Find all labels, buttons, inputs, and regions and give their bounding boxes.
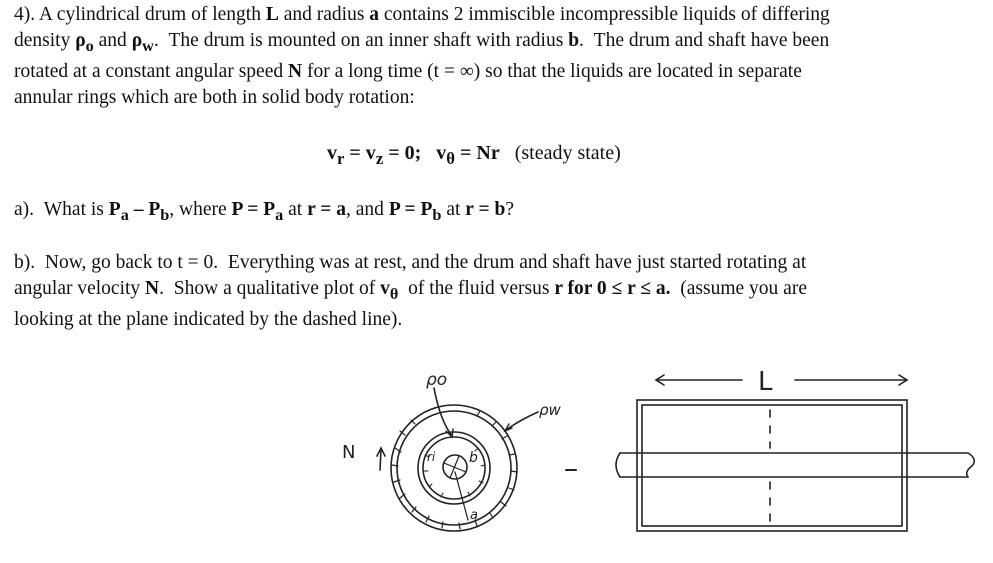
part-a-question: a). What is $P_a - P_b$, where $P = P_a$ at r = a, and $P = P_b$ at r = b?: [14, 199, 514, 224]
part-b-line-3: looking at the plane indicated by the dashed line).: [14, 308, 403, 330]
label-rho-o: ρo: [426, 370, 448, 390]
rotation-arrow: [380, 450, 381, 470]
part-b-line-1: b). Now, go back to t = 0. Everything was at rest, and the drum and shaft have just started rotating at: [14, 252, 807, 273]
intro-line-3: rotated at a constant angular speed N for a long time (t = ∞) so that the liquids are located in separate: [14, 60, 802, 82]
label-ri: ri: [427, 450, 436, 464]
shaft-right-break: [967, 453, 975, 477]
label-b: b: [469, 450, 478, 466]
rho-w-leader-arrow: [506, 412, 538, 430]
intro-line-2: density $\rho_o$ and $\rho_w$. The drum is mounted on an inner shaft with radius b. The drum and shaft have been: [14, 30, 830, 55]
intro-line-1: 4). A cylindrical drum of length L and radius a contains 2 immiscible incompressible liquids of differing: [14, 4, 830, 25]
drum-inner-rect: [642, 405, 902, 526]
side-view-diagram: [616, 375, 974, 531]
part-b-line-2: angular velocity N. Show a qualitative plot of $v_\theta$ of the fluid versus r for 0 ≤ r ≤ a. (assume you are: [14, 278, 807, 303]
label-L: L: [758, 367, 773, 397]
intro-line-4: annular rings which are both in solid body rotation:: [14, 86, 415, 108]
drum-outer-rect: [637, 400, 907, 531]
drum-wall-hatching: [392, 411, 517, 529]
label-a: a: [470, 508, 478, 523]
steady-state-equation: $v_r = v_z = 0$; $v_\theta = Nr$ (steady state): [327, 142, 621, 168]
shaft-left-end: [616, 453, 620, 477]
label-rho-w: ρw: [539, 401, 561, 419]
label-N: N: [342, 442, 356, 463]
